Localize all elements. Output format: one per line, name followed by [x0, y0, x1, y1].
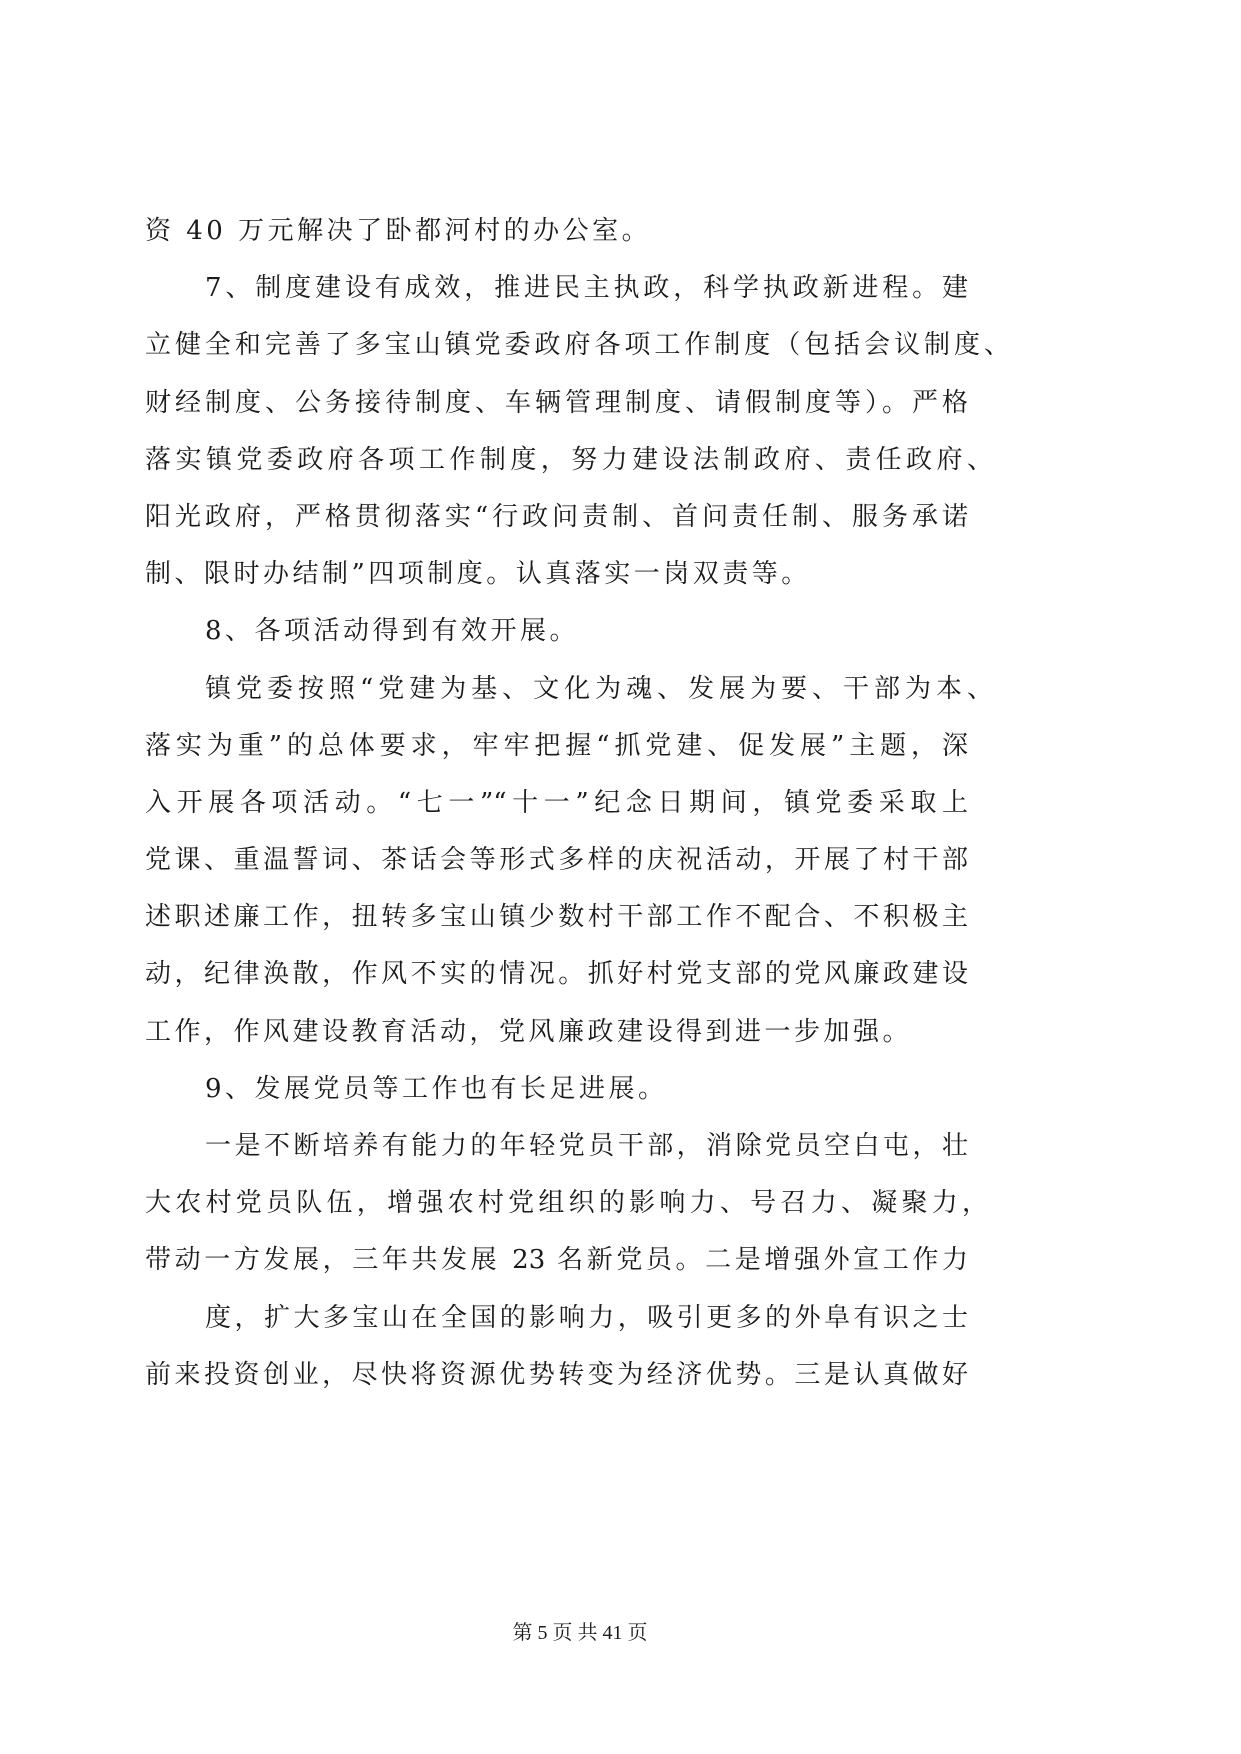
- text-line: 8、各项活动得到有效开展。: [205, 616, 580, 647]
- text-line: 9、发展党员等工作也有长足进展。: [205, 1073, 668, 1104]
- text-line: 述职述廉工作，扭转多宝山镇少数村干部工作不配合、不积极主: [145, 902, 968, 933]
- text-line: 度，扩大多宝山在全国的影响力，吸引更多的外阜有识之士: [205, 1302, 968, 1333]
- text-line: 7、制度建设有成效，推进民主执政，科学执政新进程。建: [205, 273, 968, 304]
- text-line: 落实镇党委政府各项工作制度，努力建设法制政府、责任政府、: [145, 444, 993, 475]
- text-line: 入开展各项活动。“七一”“十一”纪念日期间，镇党委采取上: [145, 787, 968, 818]
- text-line: 阳光政府，严格贯彻落实“行政问责制、首问责任制、服务承诺: [145, 501, 968, 532]
- text-line: 财经制度、公务接待制度、车辆管理制度、请假制度等）。严格: [145, 387, 968, 418]
- page-footer: [145, 1620, 1015, 1646]
- text-line: 镇党委按照“党建为基、文化为魂、发展为要、干部为本、: [205, 673, 993, 704]
- text-line: 一是不断培养有能力的年轻党员干部，消除党员空白屯，壮: [205, 1131, 968, 1161]
- text-line: 制、限时办结制”四项制度。认真落实一岗双责等。: [145, 559, 811, 590]
- text-line: 资 40 万元解决了卧都河村的办公室。: [145, 216, 652, 246]
- page-number-label: 第 5 页 共 41 页: [512, 1622, 648, 1644]
- text-line: 工作，作风建设教育活动，党风廉政建设得到进一步加强。: [145, 1016, 913, 1047]
- text-line: 前来投资创业，尽快将资源优势转变为经济优势。三是认真做好: [145, 1359, 968, 1390]
- text-line: 带动一方发展，三年共发展 23 名新党员。二是增强外宣工作力: [145, 1245, 968, 1276]
- text-line: 大农村党员队伍，增强农村党组织的影响力、号召力、凝聚力，: [145, 1188, 988, 1219]
- text-line: 党课、重温誓词、茶话会等形式多样的庆祝活动，开展了村干部: [145, 845, 968, 876]
- text-line: 落实为重”的总体要求，牢牢把握“抓党建、促发展”主题，深: [145, 730, 968, 761]
- text-line: 立健全和完善了多宝山镇党委政府各项工作制度（包括会议制度、: [145, 330, 1010, 361]
- text-line: 动，纪律涣散，作风不实的情况。抓好村党支部的党风廉政建设: [145, 959, 968, 990]
- document-body: [145, 203, 1025, 1404]
